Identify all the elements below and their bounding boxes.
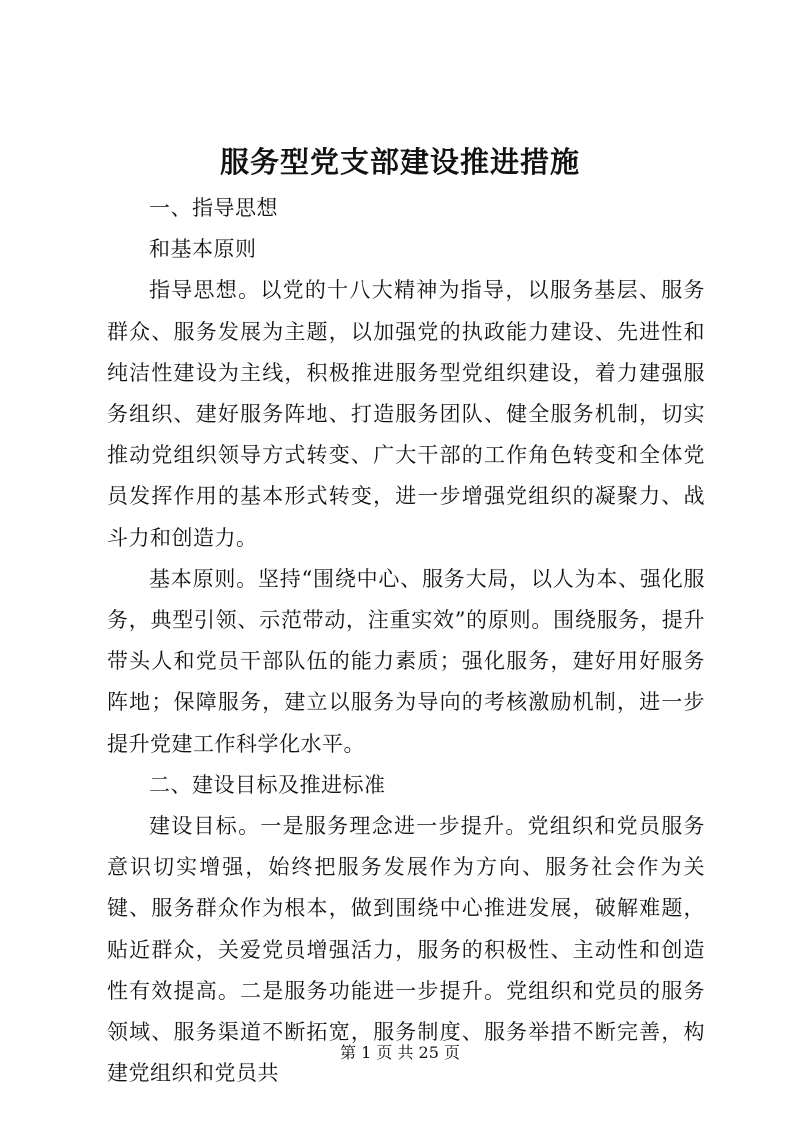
section-heading-goals: 二、建设目标及推进标准 (149, 772, 386, 797)
section-heading-basic-principles: 和基本原则 (149, 237, 257, 262)
page-number-footer: 第 1 页 共 25 页 (340, 1043, 460, 1062)
document-title: 服务型党支部建设推进措施 (219, 145, 580, 179)
section-heading-guiding-thought: 一、指导思想 (149, 196, 278, 220)
paragraph-guiding-thought: 指导思想。以党的十八大精神为指导，以服务基层、服务群众、服务发展为主题，以加强党的执政能力建设、先进性和纯洁性建设为主线，积极推进服务型党组织建设，着力建强服务组织、建好服务阵地、打造服务团队、健全服务机制，切实推动党组织领导方式转变、广大干部的工作角色转变和全体党员发挥作用的基本形式转变，进一步增强党组织的凝聚力、战斗力和创造力。 (107, 278, 705, 550)
paragraph-basic-principles: 基本原则。坚持“围绕中心、服务大局，以人为本、强化服务，典型引领、示范带动，注重实效”的原则。围绕服务，提升带头人和党员干部队伍的能力素质；强化服务，建好用好服务阵地；保障服务，建立以服务为导向的考核激励机制，进一步提升党建工作科学化水平。 (107, 566, 705, 756)
paragraph-goals: 建设目标。一是服务理念进一步提升。党组织和党员服务意识切实增强，始终把服务发展作为方向、服务社会作为关键、服务群众作为根本，做到围绕中心推进发展，破解难题，贴近群众，关爱党员增强活力，服务的积极性、主动性和创造性有效提高。二是服务功能进一步提升。党组织和党员的服务领域、服务渠道不断拓宽，服务制度、服务举措不断完善，构建党组织和党员共 (107, 814, 705, 1086)
document-body (107, 188, 705, 1094)
